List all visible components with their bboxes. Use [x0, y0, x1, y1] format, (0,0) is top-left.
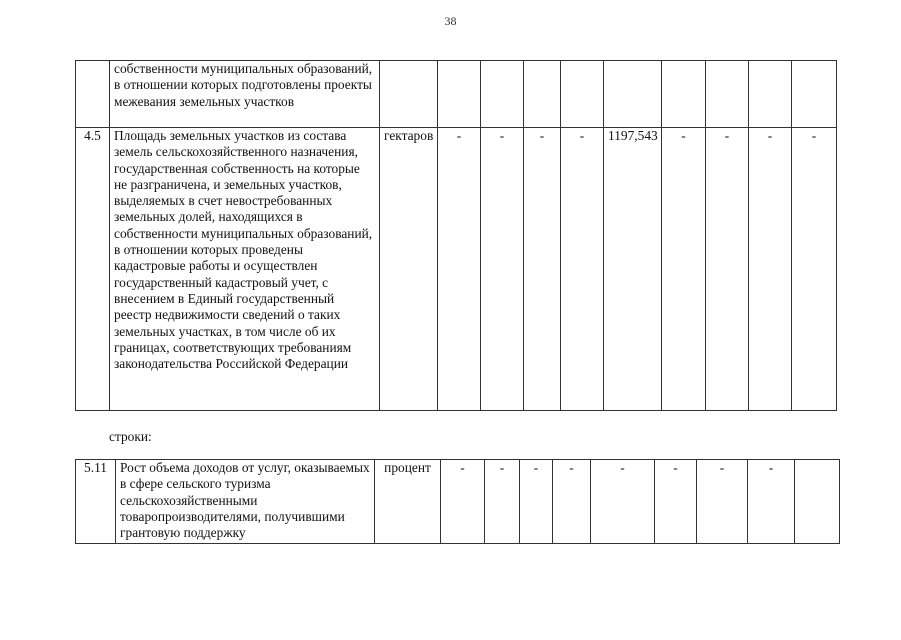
- table-row: [76, 61, 837, 128]
- value-cell: -: [553, 460, 591, 544]
- indicators-table-continued: [75, 60, 837, 411]
- section-heading: строки:: [109, 429, 152, 444]
- value-cell: -: [485, 460, 520, 544]
- value-cell: -: [697, 460, 748, 544]
- value-cell: -: [481, 128, 524, 411]
- value-cell: [662, 61, 706, 128]
- indicators-table-additional: [75, 459, 840, 544]
- unit-cell: [380, 61, 438, 128]
- value-cell: [481, 61, 524, 128]
- indicator-description: собственности муниципальных образований, в отношении которых подготовлены проекты межевания земельных участков: [110, 61, 380, 128]
- value-cell: -: [438, 128, 481, 411]
- value-cell: [749, 61, 792, 128]
- row-number: 5.11: [76, 460, 116, 544]
- value-cell: [524, 61, 561, 128]
- value-cell: [792, 61, 837, 128]
- page-number: 38: [444, 14, 457, 28]
- value-cell: -: [655, 460, 697, 544]
- value-cell: -: [706, 128, 749, 411]
- value-cell: -: [591, 460, 655, 544]
- value-cell: -: [561, 128, 604, 411]
- unit-label: гектаров: [380, 128, 438, 411]
- indicator-description: Площадь земельных участков из состава земель сельскохозяйственного назначения, государственная собственность на которые не разграничена, и земельных участков, выделяемых в счет невостребованных земельных долей, находящихся в собственности муниципальных образований, в отношении которых проведены кадастровые работы и осуществлен государственный кадастровый учет, с внесением в Единый государственный реестр недвижимости сведений о таких земельных участках, в том числе об их границах, соответствующих требованиям законодательства Российской Федерации: [110, 128, 380, 411]
- value-cell: -: [749, 128, 792, 411]
- value-cell: -: [792, 128, 837, 411]
- value-cell: [561, 61, 604, 128]
- row-number-cell: [76, 61, 110, 128]
- row-number: 4.5: [76, 128, 110, 411]
- value-cell: [795, 460, 840, 544]
- value-cell: [438, 61, 481, 128]
- table-row: [76, 128, 837, 411]
- table-row: [76, 460, 840, 544]
- value-cell: -: [748, 460, 795, 544]
- value-cell: -: [441, 460, 485, 544]
- value-cell: -: [662, 128, 706, 411]
- value-cell: [706, 61, 749, 128]
- value-cell: [604, 61, 662, 128]
- value-cell: -: [520, 460, 553, 544]
- unit-label: процент: [375, 460, 441, 544]
- indicator-description: Рост объема доходов от услуг, оказываемых в сфере сельского туризма сельскохозяйственными товаропроизводителями, получившими грантовую поддержку: [116, 460, 375, 544]
- value-cell: -: [524, 128, 561, 411]
- value-cell: 1197,543: [604, 128, 662, 411]
